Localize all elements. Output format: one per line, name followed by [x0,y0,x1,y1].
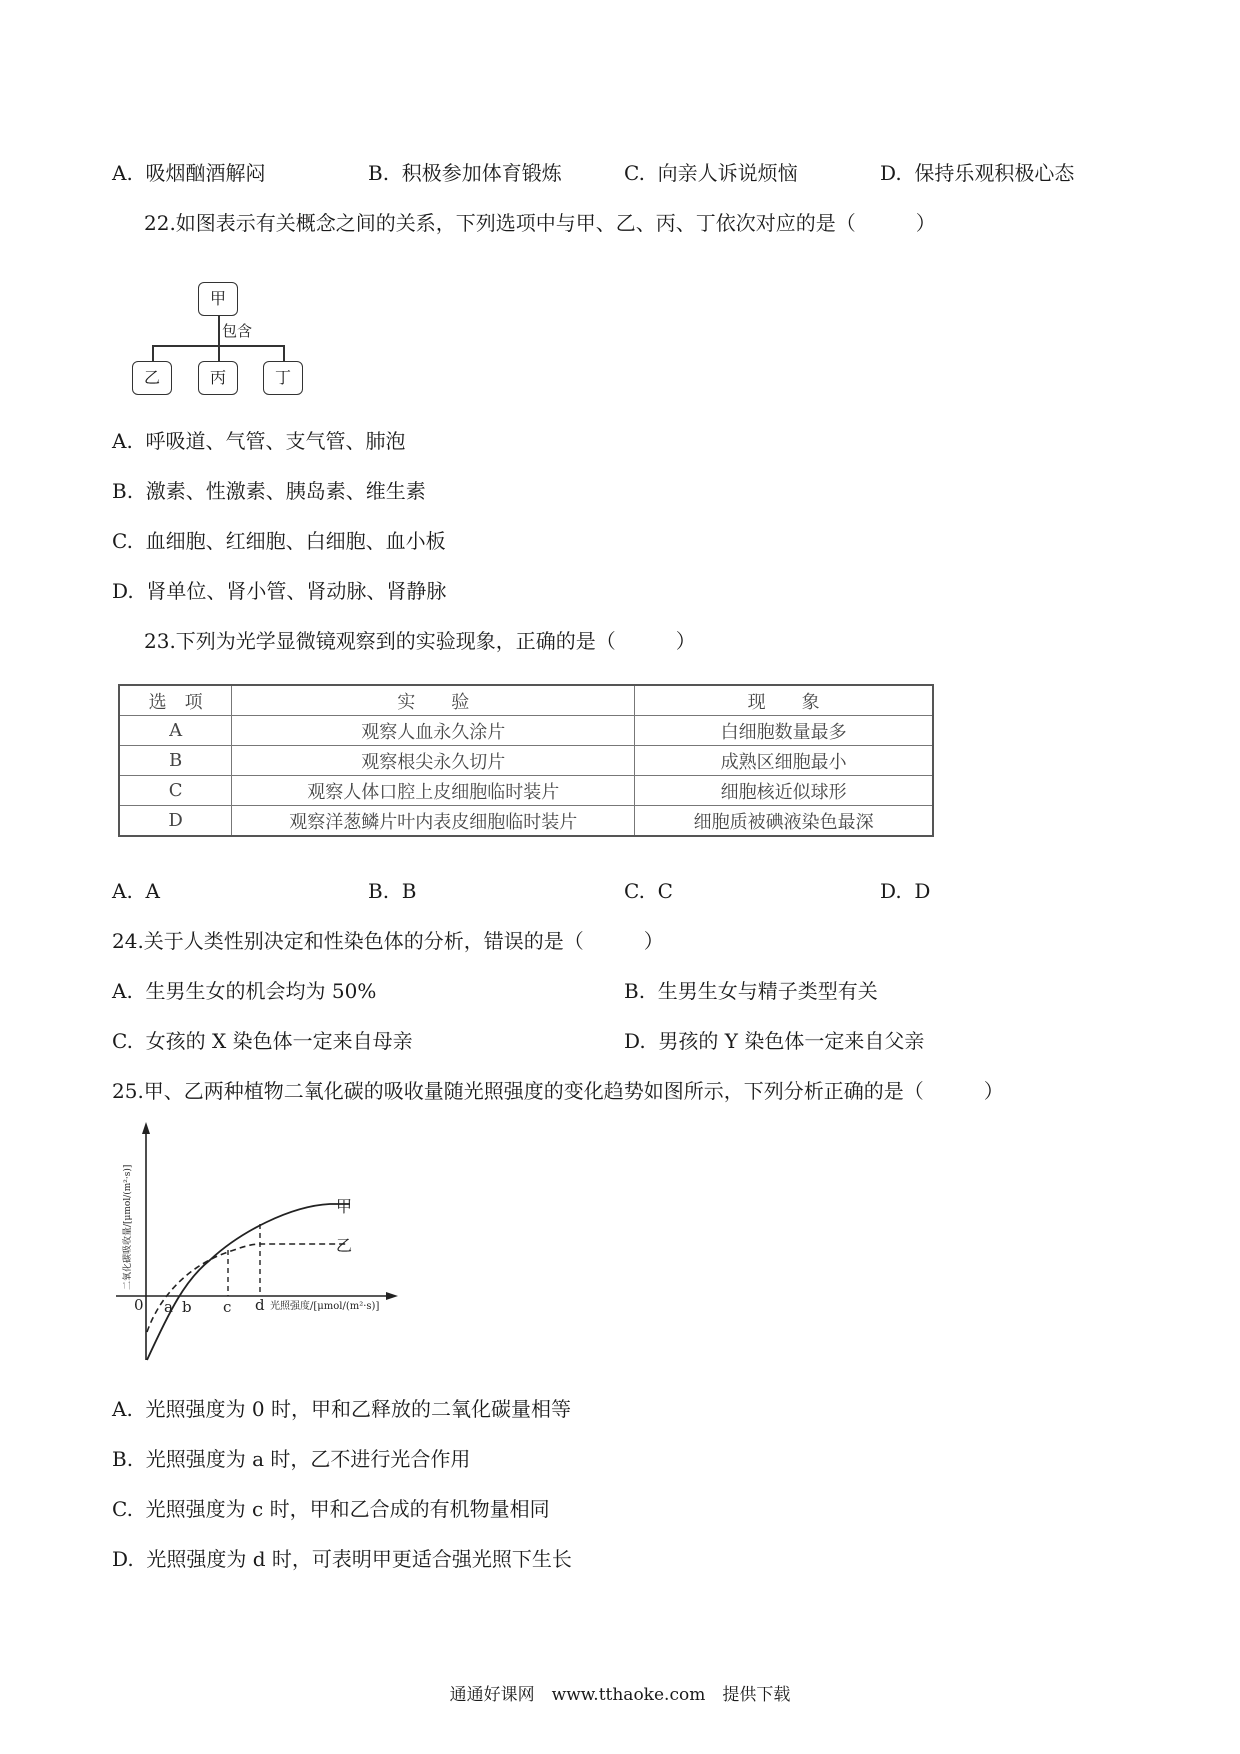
diagram-box-child-2: 丙 [198,361,238,395]
q25-stem: 25.甲、乙两种植物二氧化碳的吸收量随光照强度的变化趋势如图所示，下列分析正确的是（ ） [112,1079,1004,1103]
page-footer: 通通好课网 www.tthaoke.com 提供下载 [449,1685,791,1705]
series-yi-label: 乙 [336,1236,353,1255]
q21-option-b: B. 积极参加体育锻炼 [368,161,562,185]
table-cell: 观察人体口腔上皮细胞临时装片 [232,776,635,806]
table-cell: 细胞质被碘液染色最深 [635,806,933,837]
series-jia-curve [147,1204,353,1360]
table-row [119,716,933,746]
diagram-connector [152,345,154,361]
q23-option-c: C. C [624,879,673,903]
point-b-label: b [182,1298,192,1316]
q24-option-a: A. 生男生女的机会均为 50% [112,979,377,1003]
table-cell: 细胞核近似球形 [635,776,933,806]
table-cell: C [119,776,232,806]
table-cell: 观察根尖永久切片 [232,746,635,776]
q22-option-b: B. 激素、性激素、胰岛素、维生素 [112,479,426,503]
table-cell: 观察洋葱鳞片叶内表皮细胞临时装片 [232,806,635,837]
q25-option-c: C. 光照强度为 c 时，甲和乙合成的有机物量相同 [112,1497,550,1521]
table-cell: D [119,806,232,837]
table-cell: 观察人血永久涂片 [232,716,635,746]
q25-option-a: A. 光照强度为 0 时，甲和乙释放的二氧化碳量相等 [112,1397,571,1421]
table-cell: 白细胞数量最多 [635,716,933,746]
q23-stem: 23.下列为光学显微镜观察到的实验现象，正确的是（ ） [144,629,696,653]
diagram-box-child-1: 乙 [132,361,172,395]
diagram-box-child-3: 丁 [263,361,303,395]
q22-option-c: C. 血细胞、红细胞、白细胞、血小板 [112,529,446,553]
series-jia-label: 甲 [336,1197,353,1216]
series-yi-curve [147,1244,346,1332]
table-cell: A [119,716,232,746]
q24-option-b: B. 生男生女与精子类型有关 [624,979,878,1003]
table-cell: 成熟区细胞最小 [635,746,933,776]
q22-stem: 22.如图表示有关概念之间的关系，下列选项中与甲、乙、丙、丁依次对应的是（ ） [144,211,936,235]
x-axis-arrow [386,1292,398,1300]
point-a-label: a [164,1298,173,1316]
table-header-cell: 现 象 [635,685,933,716]
diagram-connector [283,345,285,361]
origin-label: 0 [134,1296,144,1314]
q25-option-d: D. 光照强度为 d 时，可表明甲更适合强光照下生长 [112,1547,572,1571]
q21-option-a: A. 吸烟酗酒解闷 [112,161,266,185]
q22-option-d: D. 肾单位、肾小管、肾动脉、肾静脉 [112,579,447,603]
table-row [119,746,933,776]
q24-option-d: D. 男孩的 Y 染色体一定来自父亲 [624,1029,925,1053]
point-d-label: d [255,1296,265,1314]
y-axis-arrow [142,1122,150,1134]
q24-stem: 24.关于人类性别决定和性染色体的分析，错误的是（ ） [112,929,664,953]
co2-absorption-graph [100,1120,430,1370]
table-row [119,776,933,806]
table-header-cell: 选 项 [119,685,232,716]
table-cell: B [119,746,232,776]
q21-option-c: C. 向亲人诉说烦恼 [624,161,798,185]
table-header-cell: 实 验 [232,685,635,716]
q25-option-b: B. 光照强度为 a 时，乙不进行光合作用 [112,1447,471,1471]
q21-option-d: D. 保持乐观积极心态 [880,161,1075,185]
diagram-box-top: 甲 [198,282,238,316]
diagram-relation-label: 包含 [222,322,253,340]
point-c-label: c [223,1298,232,1316]
experiment-table [118,684,934,837]
q23-option-d: D. D [880,879,931,903]
x-axis-label: 光照强度/[μmol/(m²·s)] [270,1301,380,1312]
q24-option-c: C. 女孩的 X 染色体一定来自母亲 [112,1029,413,1053]
table-header-row [119,685,933,716]
q22-option-a: A. 呼吸道、气管、支气管、肺泡 [112,429,406,453]
diagram-connector [218,316,220,346]
y-axis-label: 二氧化碳吸收量/[μmol/(m²·s)] [123,1164,133,1290]
diagram-connector [218,345,220,361]
table-row [119,806,933,837]
q23-option-a: A. A [112,879,160,903]
q23-option-b: B. B [368,879,417,903]
